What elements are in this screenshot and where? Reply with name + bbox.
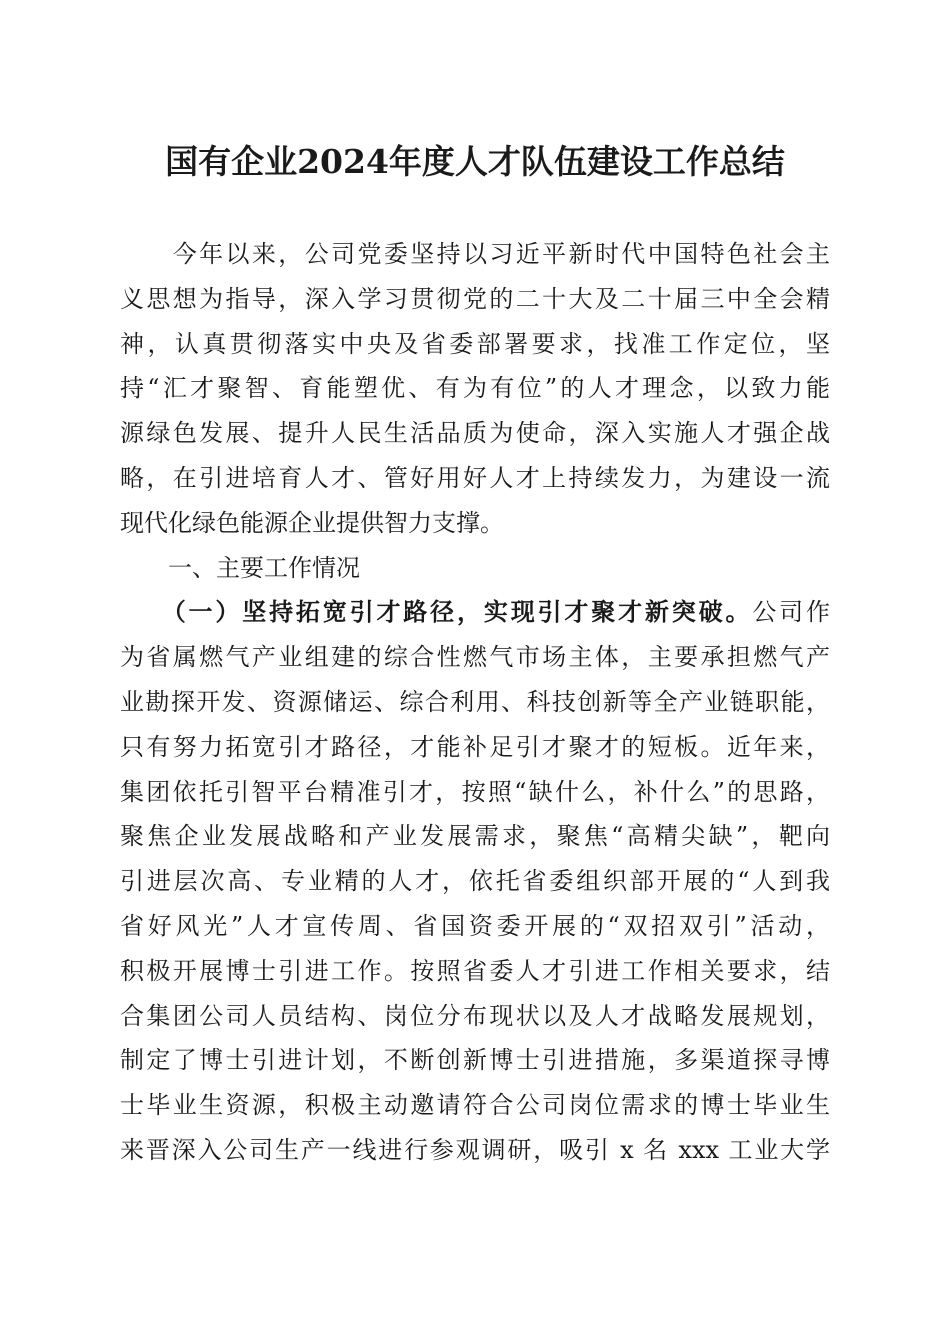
text-line (120, 904, 830, 949)
line-text: 为省属燃气产业组建的综合性燃气市场主体，主要承担燃气产 (120, 643, 830, 672)
line-text: 引进层次高、专业精的人才，依托省委组织部开展的“人到我 (120, 867, 830, 896)
text-line (120, 411, 830, 456)
text-line (120, 277, 830, 322)
line-text: 士毕业生资源，积极主动邀请符合公司岗位需求的博士毕业生 (120, 1091, 830, 1120)
line-text: 集团依托引智平台精准引才，按照“缺什么，补什么”的思路， (120, 777, 830, 806)
text-line (120, 680, 830, 725)
text-line (120, 994, 830, 1039)
text-line (120, 1038, 830, 1083)
line-text: 积极开展博士引进工作。按照省委人才引进工作相关要求，结 (120, 956, 830, 985)
text-line (120, 456, 830, 501)
line-text: 一、主要工作情况 (168, 553, 360, 582)
line-text: 现代化绿色能源企业提供智力支撑。 (120, 508, 504, 537)
line-text: 神，认真贯彻落实中央及省委部署要求，找准工作定位，坚 (120, 329, 830, 358)
document-body (120, 232, 830, 1173)
line-text: 公司作 (752, 598, 831, 627)
line-text: 制定了博士引进计划，不断创新博士引进措施，多渠道探寻博 (120, 1046, 830, 1075)
text-line (120, 1128, 830, 1173)
text-line (120, 635, 830, 680)
line-text: 来晋深入公司生产一线进行参观调研，吸引 x 名 xxx 工业大学 (120, 1135, 830, 1164)
document-title: 国有企业2024年度人才队伍建设工作总结 (165, 142, 785, 181)
text-line (120, 590, 830, 635)
line-text: 只有努力拓宽引才路径，才能补足引才聚才的短板。近年来， (120, 732, 830, 761)
text-line (120, 322, 830, 367)
text-line (120, 949, 830, 994)
text-line (120, 366, 830, 411)
line-text: 略，在引进培育人才、管好用好人才上持续发力，为建设一流 (120, 463, 830, 492)
line-text: 聚焦企业发展战略和产业发展需求，聚焦“高精尖缺”，靶向 (120, 822, 830, 851)
line-text: 今年以来，公司党委坚持以习近平新时代中国特色社会主 (120, 240, 830, 268)
text-line (120, 814, 830, 859)
line-text: 源绿色发展、提升人民生活品质为使命，深入实施人才强企战 (120, 419, 830, 448)
text-line (120, 725, 830, 770)
line-text: 省好风光”人才宣传周、省国资委开展的“双招双引”活动， (120, 911, 830, 940)
text-line (120, 1083, 830, 1128)
line-text: 合集团公司人员结构、岗位分布现状以及人才战略发展规划， (120, 1001, 830, 1030)
line-text: 义思想为指导，深入学习贯彻党的二十大及二十届三中全会精 (120, 284, 830, 313)
line-text: 持“汇才聚智、育能塑优、有为有位”的人才理念，以致力能 (120, 374, 830, 403)
text-line (120, 770, 830, 815)
text-line (120, 232, 830, 277)
text-line (120, 501, 830, 546)
line-text: 业勘探开发、资源储运、综合利用、科技创新等全产业链职能， (120, 687, 830, 716)
text-line (120, 859, 830, 904)
subheading-text: （一）坚持拓宽引才路径，实现引才聚才新突破。 (120, 597, 753, 627)
section-heading (120, 546, 830, 591)
